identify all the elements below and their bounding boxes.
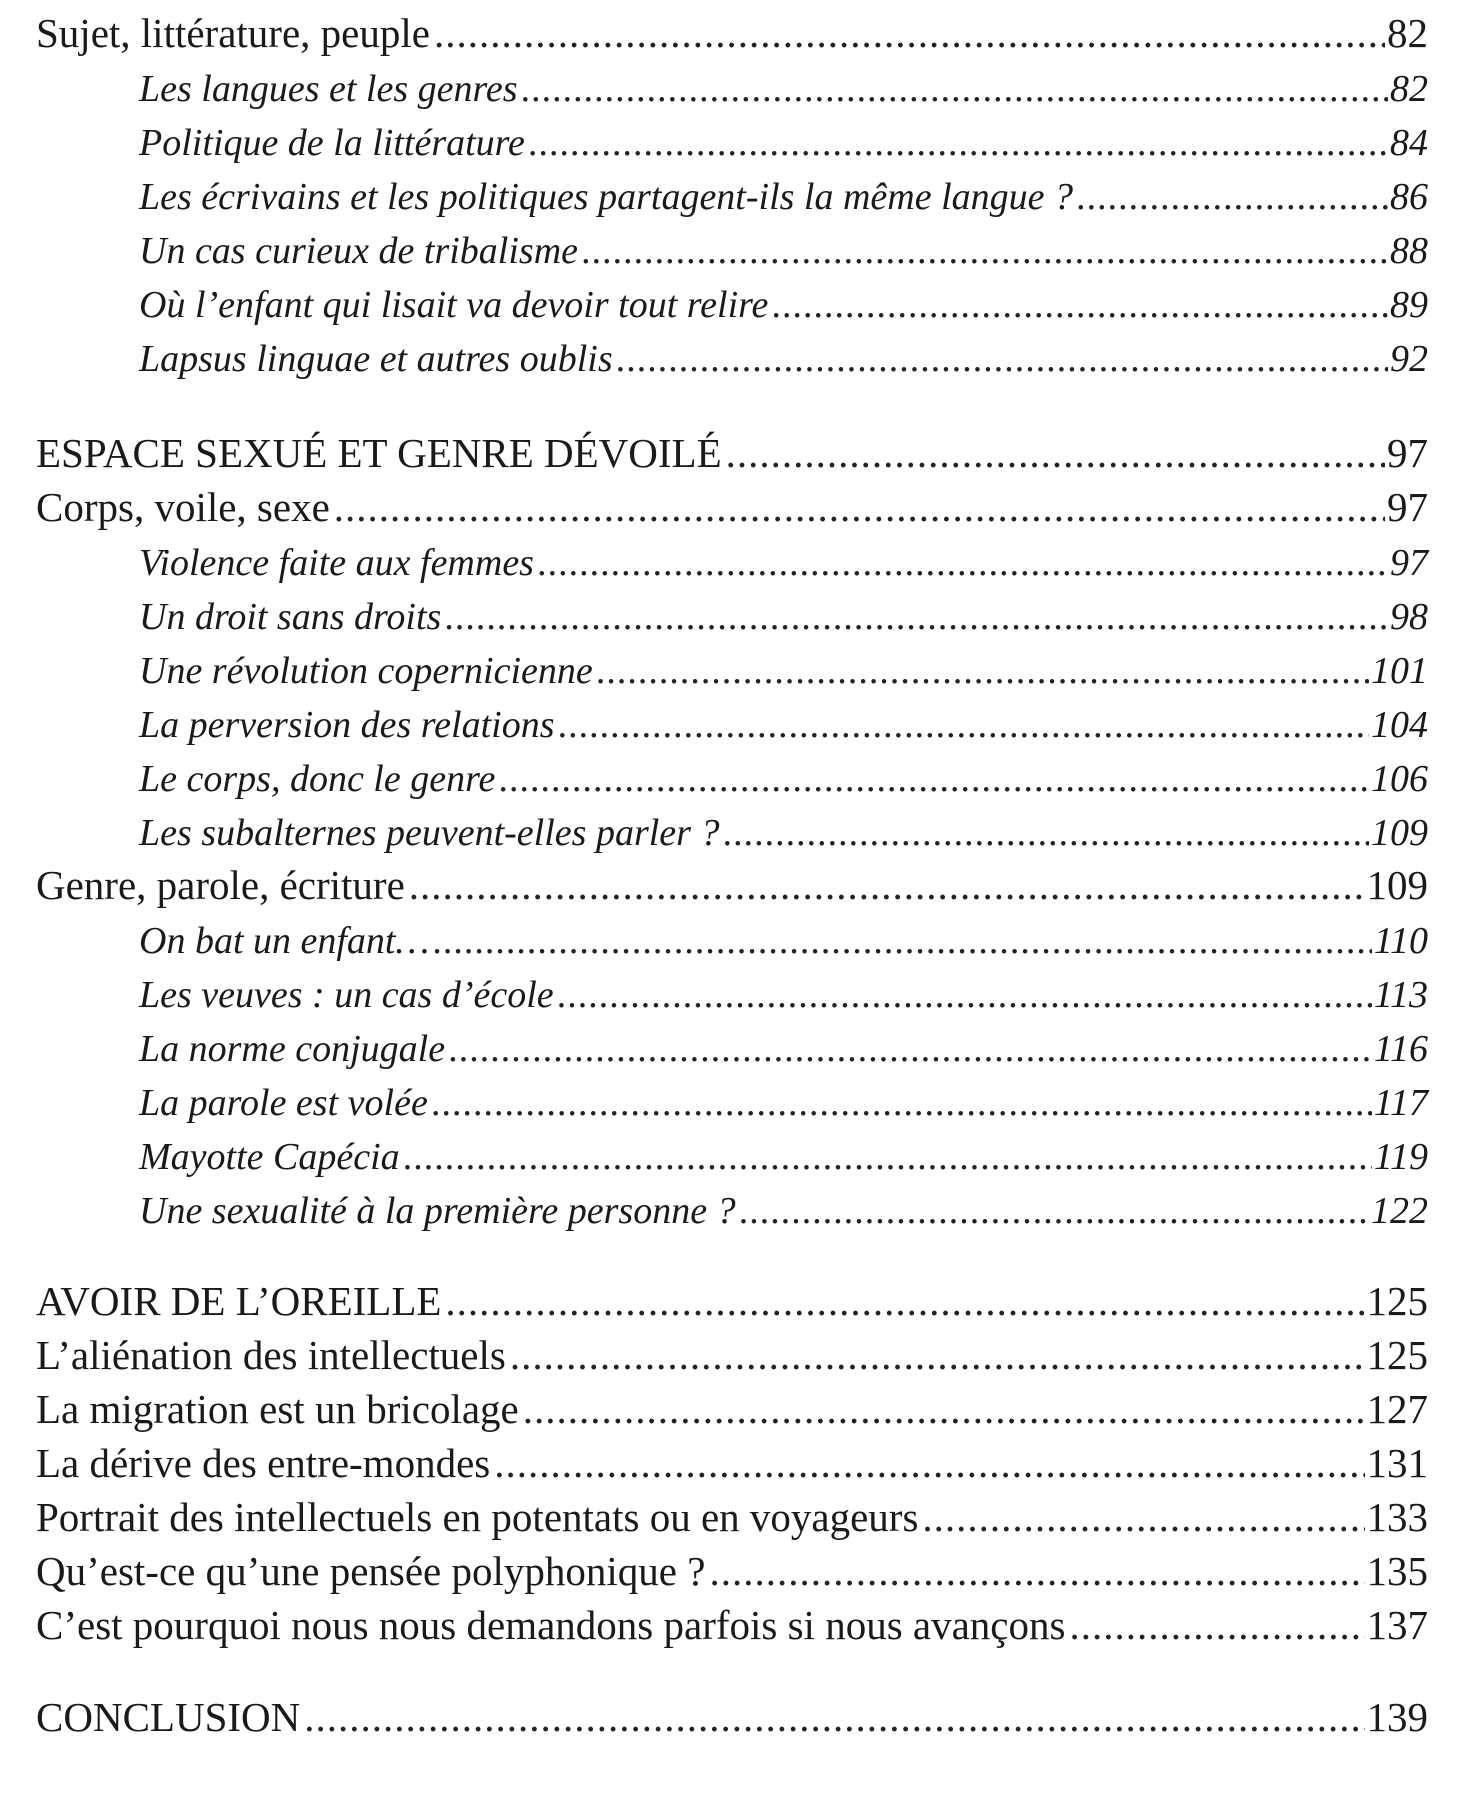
toc-entry-page-number: 122 xyxy=(1371,1190,1428,1232)
toc-entry-page-number: 89 xyxy=(1390,284,1428,326)
toc-entry-title: ESPACE SEXUÉ ET GENRE DÉVOILÉ xyxy=(36,430,722,476)
toc-entry-sub[interactable] xyxy=(139,1176,1428,1230)
toc-entry-chapter[interactable] xyxy=(36,1484,1428,1538)
toc-entry-chapter[interactable] xyxy=(36,1592,1428,1646)
dot-leader xyxy=(409,865,1365,906)
dot-leader xyxy=(445,598,1388,636)
dot-leader xyxy=(434,13,1385,54)
toc-entry-title: L’aliénation des intellectuels xyxy=(36,1332,506,1378)
toc-entry-title: Les écrivains et les politiques partagent-ils la même langue ? xyxy=(139,176,1074,218)
toc-entry-part[interactable] xyxy=(36,1268,1428,1322)
toc-entry-page-number: 113 xyxy=(1373,974,1428,1016)
toc-entry-title: Les langues et les genres xyxy=(139,68,518,110)
dot-leader xyxy=(559,706,1369,744)
dot-leader xyxy=(494,1443,1364,1484)
toc-entry-sub[interactable] xyxy=(139,636,1428,690)
toc-entry-title: Qu’est-ce qu’une pensée polyphonique ? xyxy=(36,1548,706,1594)
toc-entry-sub[interactable] xyxy=(139,960,1428,1014)
toc-entry-title: Sujet, littérature, peuple xyxy=(36,10,430,56)
toc-entry-title: La dérive des entre-mondes xyxy=(36,1440,491,1486)
toc-entry-sub[interactable] xyxy=(139,528,1428,582)
toc-entry-page-number: 98 xyxy=(1390,596,1428,638)
dot-leader xyxy=(922,1497,1364,1538)
dot-leader xyxy=(304,1697,1364,1738)
toc-entry-page-number: 82 xyxy=(1390,68,1428,110)
toc-entry-title: La parole est volée xyxy=(139,1082,428,1124)
dot-leader xyxy=(445,1281,1364,1322)
dot-leader xyxy=(617,340,1388,378)
toc-entry-title: Corps, voile, sexe xyxy=(36,484,330,530)
toc-entry-page-number: 109 xyxy=(1366,862,1428,908)
toc-entry-sub[interactable] xyxy=(139,1122,1428,1176)
dot-leader xyxy=(522,70,1388,108)
dot-leader xyxy=(334,487,1385,528)
toc-entry-part[interactable] xyxy=(36,1684,1428,1738)
toc-entry-part[interactable] xyxy=(36,420,1428,474)
toc-entry-sub[interactable] xyxy=(139,906,1428,960)
dot-leader xyxy=(404,1138,1372,1176)
toc-entry-page-number: 137 xyxy=(1366,1602,1428,1648)
toc-entry-page-number: 125 xyxy=(1366,1332,1428,1378)
toc-entry-sub[interactable] xyxy=(139,216,1428,270)
toc-entry-page-number: 92 xyxy=(1390,338,1428,380)
dot-leader xyxy=(432,1084,1372,1122)
dot-leader xyxy=(597,652,1369,690)
dot-leader xyxy=(723,814,1369,852)
toc-entry-title: Lapsus linguae et autres oublis xyxy=(139,338,613,380)
toc-entry-page-number: 109 xyxy=(1371,812,1428,854)
toc-entry-chapter[interactable] xyxy=(36,474,1428,528)
toc-entry-page-number: 88 xyxy=(1390,230,1428,272)
toc-entry-title: C’est pourquoi nous nous demandons parfois si nous avançons xyxy=(36,1602,1066,1648)
toc-entry-page-number: 110 xyxy=(1373,920,1428,962)
dot-leader xyxy=(1069,1605,1364,1646)
toc-entry-title: Une sexualité à la première personne ? xyxy=(139,1190,736,1232)
toc-entry-title: Un cas curieux de tribalisme xyxy=(139,230,579,272)
toc-entry-title: La norme conjugale xyxy=(139,1028,446,1070)
toc-entry-page-number: 133 xyxy=(1366,1494,1428,1540)
toc-entry-title: Violence faite aux femmes xyxy=(139,542,534,584)
toc-entry-page-number: 139 xyxy=(1366,1694,1428,1740)
toc-entry-title: Le corps, donc le genre xyxy=(139,758,496,800)
dot-leader xyxy=(772,286,1388,324)
toc-entry-title: Les veuves : un cas d’école xyxy=(139,974,554,1016)
toc-entry-title: Un droit sans droits xyxy=(139,596,442,638)
dot-leader xyxy=(709,1551,1364,1592)
toc-entry-page-number: 97 xyxy=(1387,430,1428,476)
toc-entry-chapter[interactable] xyxy=(36,1376,1428,1430)
toc-entry-title: Portrait des intellectuels en potentats ou en voyageurs xyxy=(36,1494,919,1540)
toc-entry-title: Où l’enfant qui lisait va devoir tout relire xyxy=(139,284,769,326)
toc-entry-page-number: 117 xyxy=(1373,1082,1428,1124)
toc-entry-sub[interactable] xyxy=(139,162,1428,216)
toc-entry-page-number: 125 xyxy=(1366,1278,1428,1324)
dot-leader xyxy=(740,1192,1369,1230)
toc-entry-page-number: 119 xyxy=(1373,1136,1428,1178)
toc-entry-sub[interactable] xyxy=(139,744,1428,798)
toc-entry-sub[interactable] xyxy=(139,270,1428,324)
toc-entry-title: La migration est un bricolage xyxy=(36,1386,519,1432)
dot-leader xyxy=(510,1335,1365,1376)
dot-leader xyxy=(538,544,1388,582)
toc-entry-sub[interactable] xyxy=(139,1068,1428,1122)
toc-entry-title: Genre, parole, écriture xyxy=(36,862,405,908)
dot-leader xyxy=(558,976,1372,1014)
toc-entry-page-number: 106 xyxy=(1371,758,1428,800)
toc-entry-title: Mayotte Capécia xyxy=(139,1136,400,1178)
toc-entry-page-number: 127 xyxy=(1366,1386,1428,1432)
toc-entry-title: Les subalternes peuvent-elles parler ? xyxy=(139,812,720,854)
toc-entry-chapter[interactable] xyxy=(36,852,1428,906)
toc-entry-title: Politique de la littérature xyxy=(139,122,525,164)
toc-entry-chapter[interactable] xyxy=(36,1538,1428,1592)
dot-leader xyxy=(433,922,1372,960)
toc-entry-sub[interactable] xyxy=(139,1014,1428,1068)
dot-leader xyxy=(582,232,1388,270)
toc-entry-page-number: 135 xyxy=(1366,1548,1428,1594)
dot-leader xyxy=(529,124,1388,162)
toc-entry-chapter[interactable] xyxy=(36,1322,1428,1376)
toc-entry-sub[interactable] xyxy=(139,54,1428,108)
toc-entry-page-number: 82 xyxy=(1387,10,1428,56)
toc-entry-page-number: 101 xyxy=(1371,650,1428,692)
toc-entry-chapter[interactable] xyxy=(36,0,1428,54)
toc-entry-chapter[interactable] xyxy=(36,1430,1428,1484)
toc-entry-title: Une révolution copernicienne xyxy=(139,650,593,692)
toc-entry-sub[interactable] xyxy=(139,324,1428,378)
dot-leader xyxy=(449,1030,1372,1068)
toc-entry-title: La perversion des relations xyxy=(139,704,555,746)
toc-entry-page-number: 97 xyxy=(1390,542,1428,584)
toc-entry-page-number: 131 xyxy=(1366,1440,1428,1486)
dot-leader xyxy=(523,1389,1365,1430)
toc-entry-page-number: 86 xyxy=(1390,176,1428,218)
toc-entry-title: CONCLUSION xyxy=(36,1694,301,1740)
toc-entry-page-number: 84 xyxy=(1390,122,1428,164)
toc-entry-sub[interactable] xyxy=(139,582,1428,636)
dot-leader xyxy=(726,433,1385,474)
toc-entry-sub[interactable] xyxy=(139,108,1428,162)
dot-leader xyxy=(499,760,1369,798)
toc-entry-page-number: 97 xyxy=(1387,484,1428,530)
toc-entry-sub[interactable] xyxy=(139,798,1428,852)
toc-entry-title: On bat un enfant… xyxy=(139,920,430,962)
toc-entry-page-number: 104 xyxy=(1371,704,1428,746)
toc-entry-sub[interactable] xyxy=(139,690,1428,744)
toc-entry-title: AVOIR DE L’OREILLE xyxy=(36,1278,442,1324)
toc-entry-page-number: 116 xyxy=(1373,1028,1428,1070)
dot-leader xyxy=(1077,178,1388,216)
